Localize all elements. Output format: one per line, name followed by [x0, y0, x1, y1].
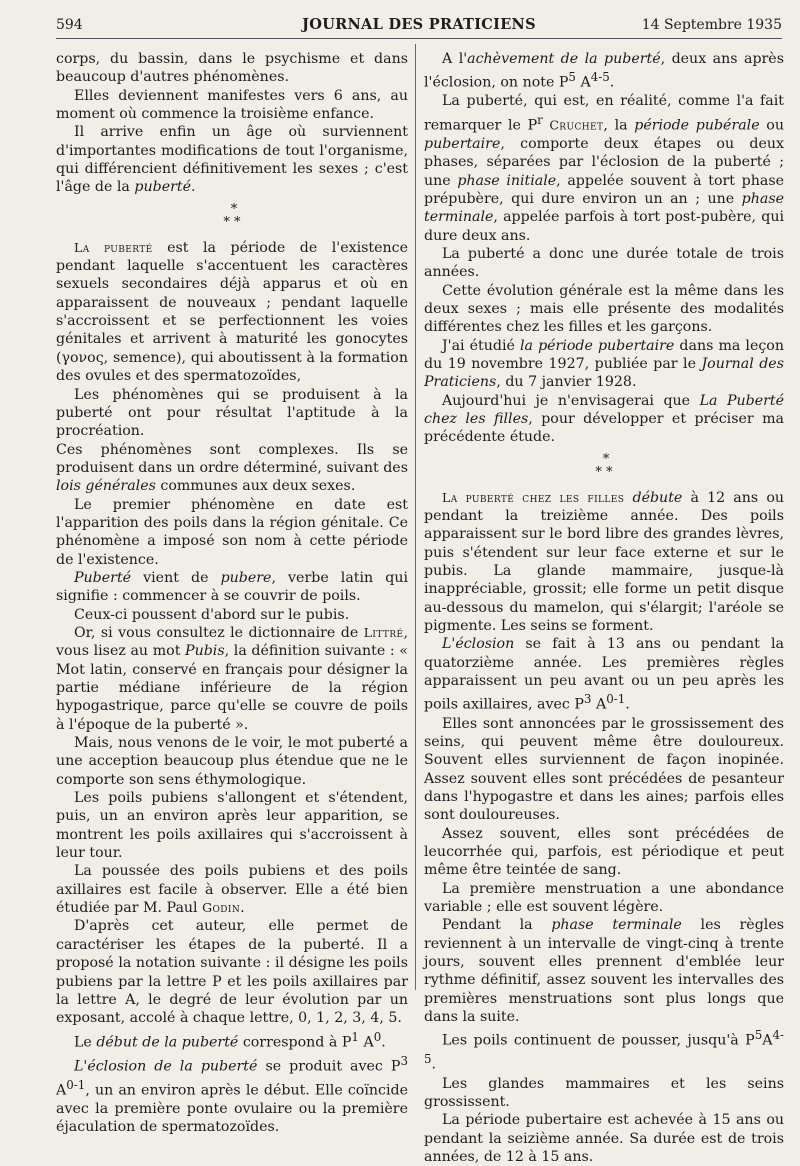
paragraph: La puberté est la période de l'existence pendant laquelle s'accentuent les caractères sexuels secondaires déjà apparus et où en apparaissent de nouveaux ; pendant laquelle s'accroissent et se perfectionnent les voies génitales et arrivent à maturité les gonocytes (γονος, semence), qui aboutissent à la formation des ovules et des spermatozoïdes,	[56, 239, 408, 385]
paragraph: Or, si vous consultez le dictionnaire de Littré, vous lisez au mot Pubis, la définition suivante : « Mot latin, conservé en français pour désigner la partie médiane inférieure de la région hypogastrique, parce qu'elle se couvre de poils à l'époque de la puberté ».	[56, 624, 408, 733]
paragraph: Pendant la phase terminale les règles reviennent à un intervalle de vingt-cinq à trente jours, souvent elles prennent d'emblée leur rythme définitif, assez souvent les intervalles des premières menstruations sont plus longs que dans la suite.	[424, 917, 784, 1026]
paragraph: Elles deviennent manifestes vers 6 ans, au moment où commence la troisième enfance.	[56, 87, 408, 123]
paragraph: A l'achèvement de la puberté, deux ans après l'éclosion, on note $P^5$ $A^{4-5}$.	[424, 51, 784, 92]
left-column	[56, 50, 409, 1136]
paragraph: corps, du bassin, dans le psychisme et dans beaucoup d'autres phénomènes.	[56, 51, 408, 86]
paragraph: L'éclosion de la puberté se produit avec $P^3$ $A^{0-1}$, un an environ après le début. Elle coïncide avec la première ponte ovulaire ou la première éjaculation de spermatozoïdes.	[56, 1053, 408, 1136]
paragraph: La première menstruation a une abondance variable ; elle est souvent légère.	[424, 880, 784, 915]
paragraph: Le premier phénomène en date est l'apparition des poils dans la région génitale. Ce phénomène a imposé son nom à cette période de l'existence.	[56, 496, 408, 568]
page-header	[56, 14, 782, 39]
paragraph: Cette évolution générale est la même dans les deux sexes ; mais elle présente des modalités différentes chez les filles et les garçons.	[424, 282, 784, 336]
paragraph: La poussée des poils pubiens et des poils axillaires est facile à observer. Elle a été bien étudiée par M. Paul Godin.	[56, 863, 408, 917]
paragraph: Mais, nous venons de le voir, le mot puberté a une acception beaucoup plus étendue que ne le comporte son sens éthymologique.	[56, 735, 408, 788]
journal-title: JOURNAL DES PRATICIENS	[302, 16, 536, 33]
section-separator: * * *	[223, 201, 241, 230]
paragraph: L'éclosion se fait à 13 ans ou pendant la quatorzième année. Les premières règles apparaissent un peu avant ou un peu après les poils axillaires, avec $P^3$ $A^{0-1}$.	[424, 636, 784, 714]
paragraph: La puberté, qui est, en réalité, comme l'a fait remarquer le $P^r$ Cruchet, la période pubérale ou pubertaire, comporte deux étapes ou deux phases, séparées par l'éclosion de la puberté ; une phase initiale, appelée souvent à tort phase prépubère, qui dure environ un an ; une phase terminale, appelée parfois à tort post-pubère, qui dure deux ans.	[424, 93, 784, 244]
paragraph: Les poils pubiens s'allongent et s'étendent, puis, un an environ après leur apparition, se montrent les poils axillaires qui s'accroissent à leur tour.	[56, 790, 408, 862]
paragraph: Les phénomènes qui se produisent à la puberté ont pour résultat l'aptitude à la procréation.	[56, 386, 408, 440]
paragraph: La période pubertaire est achevée à 15 ans ou pendant la seizième année. Sa durée est de trois années, de 12 à 15 ans.	[424, 1112, 784, 1165]
paragraph: La puberté a donc une durée totale de trois années.	[424, 245, 784, 281]
right-column	[424, 50, 785, 1165]
paragraph: Ces phénomènes sont complexes. Ils se produisent dans un ordre déterminé, suivant des lois générales communes aux deux sexes.	[56, 441, 408, 495]
paragraph: J'ai étudié la période pubertaire dans ma leçon du 19 novembre 1927, publiée par le Journal des Praticiens, du 7 janvier 1928.	[424, 337, 784, 391]
section-separator: * * *	[595, 451, 613, 480]
paragraph: Il arrive enfin un âge où surviennent d'importantes modifications de tout l'organisme, qui différencient définitivement les sexes ; c'est l'âge de la puberté.	[56, 124, 408, 196]
page-number: 594	[56, 17, 83, 33]
paragraph: Les glandes mammaires et les seins grossissent.	[424, 1075, 784, 1110]
paragraph: Puberté vient de pubere, verbe latin qui signifie : commencer à se couvrir de poils.	[56, 569, 409, 605]
paragraph: Elles sont annoncées par le grossissement des seins, qui peuvent même être douloureux. Souvent elles surviennent de façon inopinée. Assez souvent elles sont précédées de pesanteur dans l'hypogastre et dans les aines; parfois elles sont douloureuses.	[424, 715, 784, 824]
column-divider	[415, 44, 416, 990]
paragraph: Le début de la puberté correspond à $P^1$ $A^0$.	[74, 1029, 386, 1051]
paragraph: Ceux-ci poussent d'abord sur le pubis.	[74, 606, 350, 623]
paragraph: Assez souvent, elles sont précédées de leucorrhée qui, parfois, est périodique et peut même être teintée de sang.	[424, 825, 784, 879]
paragraph: La puberté chez les filles débute à 12 ans ou pendant la treizième année. Des poils apparaissent sur le bord libre des grandes lèvres, puis s'étendent sur leur face externe et sur le pubis. La glande mammaire, jusque-là inappréciable, grossit; elle forme un petit disque au-dessous du mamelon, qui s'élargit; l'aréole se pigmente. Les seins se forment.	[424, 489, 785, 635]
paragraph: Aujourd'hui je n'envisagerai que La Puberté chez les filles, pour développer et préciser ma précédente étude.	[424, 392, 785, 446]
paragraph: Les poils continuent de pousser, jusqu'à $P^5A^{4-5}$.	[424, 1028, 784, 1074]
paragraph: D'après cet auteur, elle permet de caractériser les étapes de la puberté. Il a proposé la notation suivante : il désigne les poils pubiens par la lettre P et les poils axillaires par la lettre A, le degré de leur évolution par un exposant, accolé à chaque lettre, 0, 1, 2, 3, 4, 5.	[56, 918, 408, 1027]
issue-date: 14 Septembre 1935	[641, 17, 782, 33]
